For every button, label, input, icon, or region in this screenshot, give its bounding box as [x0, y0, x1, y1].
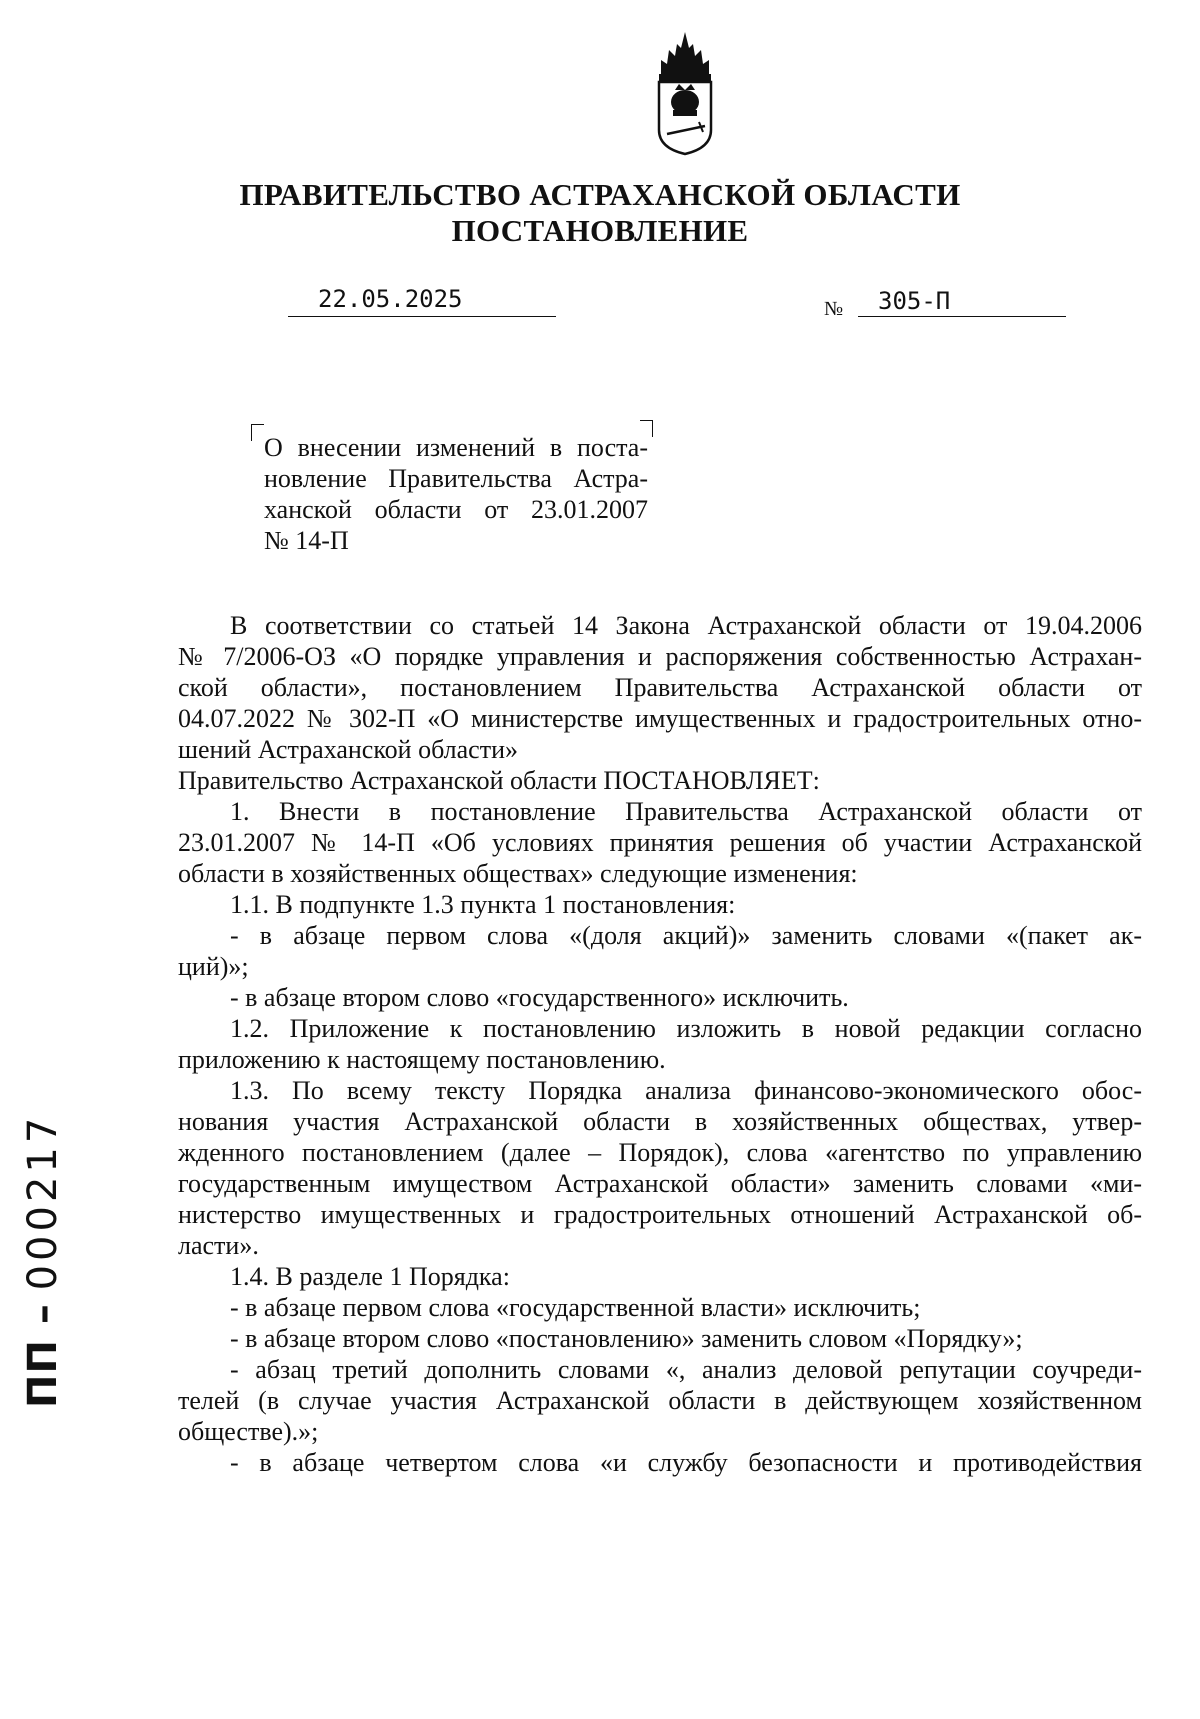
body-line: приложению к настоящему постановлению.: [178, 1045, 666, 1074]
body-line: обществе).»;: [178, 1417, 319, 1446]
issuer-title: ПРАВИТЕЛЬСТВО АСТРАХАНСКОЙ ОБЛАСТИ: [239, 177, 961, 212]
body-line: нистерство имущественных и градостроительных отношений Астраханской об-: [178, 1200, 1142, 1229]
body-line: 1.4. В разделе 1 Порядка:: [230, 1262, 510, 1291]
number-field: [858, 287, 1066, 317]
body-line: - в абзаце четвертом слова «и службу безопасности и противодействия: [230, 1448, 1142, 1477]
registration-stamp: [20, 1113, 80, 1408]
body-line: Правительство Астраханской области ПОСТАНОВЛЯЕТ:: [178, 766, 820, 795]
stamp-number: 000217: [20, 1113, 66, 1291]
body-line: шений Астраханской области»: [178, 735, 518, 764]
subject-corner-left: [251, 424, 264, 441]
body-line: ласти».: [178, 1231, 259, 1260]
body-line: жденного постановлением (далее – Порядок), слова «агентство по управлению: [178, 1138, 1142, 1167]
body-line: 04.07.2022 № 302-П «О министерстве имущественных и градостроительных отно-: [178, 704, 1142, 733]
body-line: ций)»;: [178, 952, 249, 981]
stamp-prefix: ПП –: [20, 1303, 66, 1408]
body-line: ской области», постановлением Правительства Астраханской области от: [178, 673, 1142, 702]
document-subject: [264, 432, 648, 556]
document-number: 305-П: [878, 287, 951, 315]
body-line: 1.3. По всему тексту Порядка анализа финансово-экономического обос-: [230, 1076, 1142, 1105]
body-line: - в абзаце втором слово «государственного» исключить.: [230, 983, 849, 1012]
body-line: нования участия Астраханской области в хозяйственных обществах, утвер-: [178, 1107, 1142, 1136]
document-date: 22.05.2025: [318, 285, 463, 313]
document-type: ПОСТАНОВЛЕНИЕ: [451, 213, 749, 248]
subject-line: ханской области от 23.01.2007: [264, 495, 648, 524]
body-line: 1. Внести в постановление Правительства Астраханской области от: [230, 797, 1142, 826]
subject-line: № 14-П: [264, 526, 349, 555]
body-line: - в абзаце первом слова «государственной власти» исключить;: [230, 1293, 921, 1322]
body-line: № 7/2006-ОЗ «О порядке управления и распоряжения собственностью Астрахан-: [178, 642, 1142, 671]
date-field: [288, 285, 556, 317]
number-sign: №: [824, 298, 844, 320]
body-line: - абзац третий дополнить словами «, анализ деловой репутации соучреди-: [230, 1355, 1142, 1384]
subject-line: О внесении изменений в поста-: [264, 433, 648, 462]
body-line: государственным имуществом Астраханской области» заменить словами «ми-: [178, 1169, 1142, 1198]
body-line: 1.1. В подпункте 1.3 пункта 1 постановления:: [230, 890, 736, 919]
body-line: области в хозяйственных обществах» следующие изменения:: [178, 859, 858, 888]
document-body: [178, 610, 1142, 1478]
body-line: телей (в случае участия Астраханской области в действующем хозяйственном: [178, 1386, 1142, 1415]
body-line: - в абзаце втором слово «постановлению» заменить словом «Порядку»;: [230, 1324, 1023, 1353]
coat-of-arms-icon: [645, 30, 725, 160]
body-line: В соответствии со статьей 14 Закона Астраханской области от 19.04.2006: [230, 611, 1142, 640]
body-line: 1.2. Приложение к постановлению изложить в новой редакции согласно: [230, 1014, 1142, 1043]
body-line: 23.01.2007 № 14-П «Об условиях принятия решения об участии Астраханской: [178, 828, 1142, 857]
subject-line: новление Правительства Астра-: [264, 464, 648, 493]
body-line: - в абзаце первом слова «(доля акций)» заменить словами «(пакет ак-: [230, 921, 1142, 950]
